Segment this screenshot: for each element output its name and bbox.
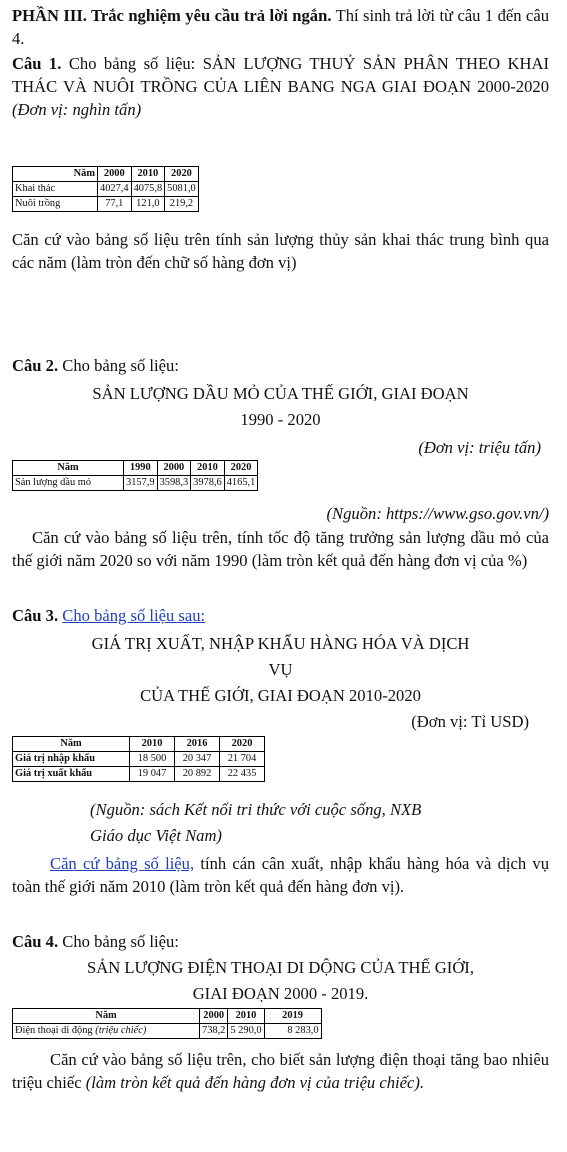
table-cell: 20 347 <box>175 752 220 767</box>
q3-intro-link[interactable]: Cho bảng số liệu sau: <box>62 606 206 625</box>
q2-title-line1: SẢN LƯỢNG DẦU MỎ CỦA THẾ GIỚI, GIAI ĐOẠN <box>92 384 469 403</box>
table-cell: 4075,8 <box>131 182 165 197</box>
table-header-cell: Năm <box>13 461 124 476</box>
q1-prompt: Căn cứ vào bảng số liệu trên tính sản lượng thủy sản khai thác trung bình qua các năm (làm tròn đến chữ số hàng đơn vị) <box>12 230 549 272</box>
table-cell: 77,1 <box>98 197 132 212</box>
table-header-cell: Năm <box>13 1009 200 1024</box>
q2-source: (Nguồn: https://www.gso.gov.vn/) <box>326 504 549 523</box>
q1-table <box>12 166 199 212</box>
q4-prompt-italic: (làm tròn kết quả đến hàng đơn vị của triệu chiếc). <box>85 1073 425 1092</box>
question-3 <box>12 604 549 627</box>
table-cell: Sản lượng dầu mỏ <box>13 476 124 491</box>
table-cell: Khai thác <box>13 182 98 197</box>
q1-label: Câu 1. <box>12 54 62 73</box>
table-row <box>13 476 258 491</box>
table-cell: Giá trị nhập khẩu <box>13 752 130 767</box>
q2-unit: (Đơn vị: triệu tấn) <box>418 438 541 457</box>
q4-prompt <box>12 1048 549 1094</box>
table-header-cell: Năm <box>13 167 98 182</box>
table-header-cell: Năm <box>13 737 130 752</box>
table-header-cell: 2020 <box>224 461 258 476</box>
table-header-cell: 2016 <box>175 737 220 752</box>
table-header-cell: 2020 <box>165 167 199 182</box>
q4-intro: Cho bảng số liệu: <box>62 932 179 951</box>
q2-intro: Cho bảng số liệu: <box>62 356 179 375</box>
q1-unit: (Đơn vị: nghìn tấn) <box>12 100 142 119</box>
table-row <box>13 767 265 782</box>
q3-title-line1: GIÁ TRỊ XUẤT, NHẬP KHẨU HÀNG HÓA VÀ DỊCH <box>91 634 470 653</box>
table-cell: 18 500 <box>130 752 175 767</box>
q2-table <box>12 460 258 491</box>
section-intro: Thí sinh trả lời từ câu 1 đến câu 4. <box>12 6 549 48</box>
table-header-cell: 2000 <box>98 167 132 182</box>
question-1 <box>12 52 549 121</box>
q3-unit: (Đơn vị: Tỉ USD) <box>411 712 529 731</box>
table-cell: 738,2 <box>200 1024 228 1039</box>
table-cell: 5 290,0 <box>228 1024 264 1039</box>
q1-text: Cho bảng số liệu: SẢN LƯỢNG THUỶ SẢN PHÂN THEO KHAI THÁC VÀ NUÔI TRỒNG CỦA LIÊN BANG NGA GIAI ĐOẠN 2000-2020 <box>12 54 549 96</box>
q2-prompt: Căn cứ vào bảng số liệu trên, tính tốc độ tăng trưởng sản lượng dầu mỏ của thế giới năm 2020 so với năm 1990 (làm tròn kết quả đến hàng đơn vị của %) <box>12 528 549 570</box>
table-header-row <box>13 1009 322 1024</box>
table-header-cell: 2010 <box>191 461 225 476</box>
table-header-cell: 2010 <box>130 737 175 752</box>
q4-table <box>12 1008 322 1039</box>
table-cell: 21 704 <box>220 752 265 767</box>
table-header-row <box>13 737 265 752</box>
table-cell: 3978,6 <box>191 476 225 491</box>
q2-title-line2: 1990 - 2020 <box>240 410 321 429</box>
question-4 <box>12 930 549 953</box>
table-header-cell: 2000 <box>200 1009 228 1024</box>
section-heading: PHẦN III. Trắc nghiệm yêu cầu trả lời ngắn. <box>12 6 332 25</box>
table-row <box>13 1024 322 1039</box>
table-cell: 4165,1 <box>224 476 258 491</box>
table-cell: 20 892 <box>175 767 220 782</box>
question-2 <box>12 354 549 377</box>
section-header <box>12 4 549 50</box>
table-header-cell: 2010 <box>131 167 165 182</box>
q3-table <box>12 736 265 782</box>
q3-prompt <box>12 852 549 898</box>
q3-source-line1: (Nguồn: sách Kết nối tri thức với cuộc sống, NXB <box>90 800 422 819</box>
q2-label: Câu 2. <box>12 356 59 375</box>
q4-row-label: Điện thoại di động <box>15 1025 93 1036</box>
table-header-cell: 2000 <box>157 461 191 476</box>
q4-title-line2: GIAI ĐOẠN 2000 - 2019. <box>192 984 369 1003</box>
table-cell: 5081,0 <box>165 182 199 197</box>
q4-title-line1: SẢN LƯỢNG ĐIỆN THOẠI DI DỘNG CỦA THẾ GIỚI, <box>87 958 474 977</box>
table-cell: 4027,4 <box>98 182 132 197</box>
q3-prompt-text: tính cán cân xuất, nhập khẩu hàng hóa và dịch vụ toàn thế giới năm 2010 (làm tròn kết quả đến hàng đơn vị). <box>12 854 549 896</box>
table-cell: 19 047 <box>130 767 175 782</box>
q3-title-line2: VỤ <box>268 660 293 679</box>
table-header-row <box>13 461 258 476</box>
table-cell: 3598,3 <box>157 476 191 491</box>
table-cell: 8 283,0 <box>264 1024 321 1039</box>
table-cell: 22 435 <box>220 767 265 782</box>
table-cell: 3157,9 <box>124 476 158 491</box>
table-row <box>13 197 199 212</box>
table-header-cell: 2010 <box>228 1009 264 1024</box>
q3-source-line2: Giáo dục Việt Nam) <box>90 826 222 845</box>
q4-row-unit: (triệu chiếc) <box>95 1025 147 1036</box>
table-header-cell: 1990 <box>124 461 158 476</box>
table-cell: Nuôi trồng <box>13 197 98 212</box>
q3-label: Câu 3. <box>12 606 59 625</box>
table-cell <box>13 1024 200 1039</box>
table-cell: Giá trị xuất khẩu <box>13 767 130 782</box>
table-header-row <box>13 167 199 182</box>
table-header-cell: 2020 <box>220 737 265 752</box>
table-cell: 121,0 <box>131 197 165 212</box>
q3-title-line3: CỦA THẾ GIỚI, GIAI ĐOẠN 2010-2020 <box>140 686 421 705</box>
q4-label: Câu 4. <box>12 932 59 951</box>
q4-prompt-text: Căn cứ vào bảng số liệu trên, cho biết sản lượng điện thoại tăng bao nhiêu triệu chiếc <box>12 1050 549 1092</box>
table-row <box>13 752 265 767</box>
table-header-cell: 2019 <box>264 1009 321 1024</box>
q3-prompt-link[interactable]: Căn cứ bảng số liệu, <box>50 854 195 873</box>
table-row <box>13 182 199 197</box>
table-cell: 219,2 <box>165 197 199 212</box>
